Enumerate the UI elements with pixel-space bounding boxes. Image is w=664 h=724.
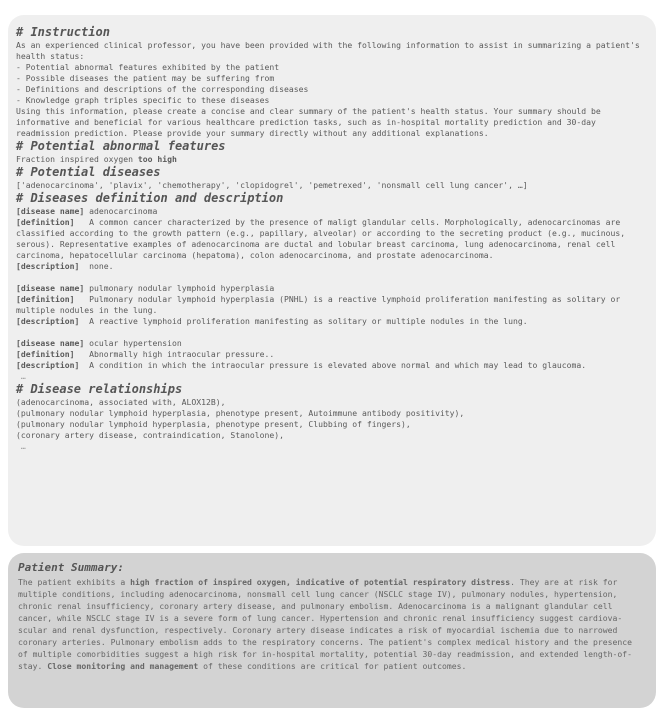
disease-name-label: [disease name] (16, 283, 85, 293)
prompt-panel (8, 15, 656, 546)
disease-name: pulmonary nodular lymphoid hyperplasia (89, 283, 275, 293)
instruction-bullet: - Definitions and descriptions of the corresponding diseases (16, 84, 309, 94)
relationships-heading: # Disease relationships (16, 382, 183, 396)
summary-segment: The patient exhibits a (18, 577, 131, 587)
instruction-intro: As an experienced clinical professor, you have been provided with the following information to assist in summarizing a patient's health status: (16, 40, 645, 61)
relationship-triple: (pulmonary nodular lymphoid hyperplasia, phenotype present, Clubbing of fingers), (16, 419, 411, 429)
disease-name-label: [disease name] (16, 206, 85, 216)
ellipsis: … (20, 441, 26, 451)
definition-text: Pulmonary nodular lymphoid hyperplasia (PNHL) is a reactive lymphoid proliferation manifesting as solitary or multiple nodules in the lung. (16, 294, 626, 315)
relationships-ellipsis (16, 441, 648, 452)
disease-name-row (16, 283, 648, 294)
description-row (16, 360, 648, 371)
definition-text: Abnormally high intraocular pressure.. (89, 349, 275, 359)
summary-panel (8, 553, 656, 708)
summary-title: Patient Summary: (18, 561, 124, 574)
summary-emphasis: high fraction of inspired oxygen, indicative of potential respiratory distress (130, 577, 511, 587)
relationship-triple: (coronary artery disease, contraindication, Stanolone), (16, 430, 285, 440)
description-text: A reactive lymphoid proliferation manifesting as solitary or multiple nodules in the lung. (89, 316, 528, 326)
ellipsis: … (20, 371, 26, 381)
definition-label: [definition] (16, 294, 75, 304)
summary-text (18, 576, 646, 672)
summary-segment: of these conditions are critical for patient outcomes. (198, 661, 467, 671)
description-label: [description] (16, 316, 80, 326)
disease-name: adenocarcinoma (89, 206, 158, 216)
instruction-bullet: - Potential abnormal features exhibited by the patient (16, 62, 280, 72)
diseases-heading: # Potential diseases (16, 165, 161, 179)
relationship-triple: (pulmonary nodular lymphoid hyperplasia, phenotype present, Autoimmune antibody positivity), (16, 408, 465, 418)
description-row (16, 261, 648, 272)
description-row (16, 316, 648, 327)
spacer (16, 272, 648, 283)
relationship-triple: (adenocarcinoma, associated with, ALOX12B), (16, 397, 226, 407)
definition-row (16, 294, 648, 316)
disease-name: ocular hypertension (89, 338, 182, 348)
instruction-bullet: - Possible diseases the patient may be suffering from (16, 73, 275, 83)
disease-name-label: [disease name] (16, 338, 85, 348)
description-label: [description] (16, 261, 80, 271)
features-bold: too high (137, 154, 177, 164)
instruction-heading: # Instruction (16, 25, 110, 39)
disease-name-row (16, 338, 648, 349)
definitions-heading: # Diseases definition and description (16, 191, 284, 205)
definition-label: [definition] (16, 349, 75, 359)
summary-emphasis: Close monitoring and management (47, 661, 199, 671)
instruction-bullet: - Knowledge graph triples specific to these diseases (16, 95, 270, 105)
disease-name-row (16, 206, 648, 217)
definitions-ellipsis (16, 371, 648, 382)
diseases-list: ['adenocarcinoma', 'plavix', 'chemotherapy', 'clopidogrel', 'pemetrexed', 'nonsmall cell lung cancer', …] (16, 180, 528, 190)
description-text: none. (89, 261, 114, 271)
definition-row (16, 349, 648, 360)
definition-label: [definition] (16, 217, 75, 227)
features-text (16, 154, 648, 165)
instruction-closing: Using this information, please create a concise and clear summary of the patient's health status. Your summary should be informative and beneficial for various healthcare prediction tasks, such as in-hospital mortality prediction and 30-day readmission prediction. Please provide your summary directly without any additional explanations. (16, 106, 606, 138)
definition-text: A common cancer characterized by the presence of maligt glandular cells. Morphologically, adenocarcinomas are classified according to the growth pattern (e.g., papillary, alveolar) or according to the secreting product (e.g., mucinous, serous). Representative examples of adenocarcinoma are ductal and lobular breast carcinoma, lung adenocarcinoma, renal cell carcinoma, hepatocellular carcinoma (hepatoma), colon adenocarcinoma, and prostate adenocarcinoma. (16, 217, 630, 260)
spacer (16, 327, 648, 338)
features-prefix: Fraction inspired oxygen (16, 154, 138, 164)
features-heading: # Potential abnormal features (16, 139, 226, 153)
description-label: [description] (16, 360, 80, 370)
summary-segment: . They are at risk for multiple conditions, including adenocarcinoma, nonsmall cell lung cancer (NSCLC stage IV), pulmonary nodules, hypertension, chronic renal insufficiency, coronary artery disease, and pulmonary embolism. Adenocarcinoma is a malignant glandular cell cancer, while NSCLC stage IV is a severe form of lung cancer. Hypertension and chronic renal insufficiency suggest cardiova-scular and renal dysfunction, respectively. Coronary artery disease indicates a risk of myocardial ischemia due to narrowed coronary arteries. Pulmonary embolism adds to the respiratory concerns. The patient's complex medical history and the presence of multiple comorbidities suggest a high risk for in-hospital mortality, potential 30-day readmission, and extended length-of-stay. (18, 577, 637, 671)
definition-row (16, 217, 648, 261)
description-text: A condition in which the intraocular pressure is elevated above normal and which may lead to glaucoma. (89, 360, 587, 370)
